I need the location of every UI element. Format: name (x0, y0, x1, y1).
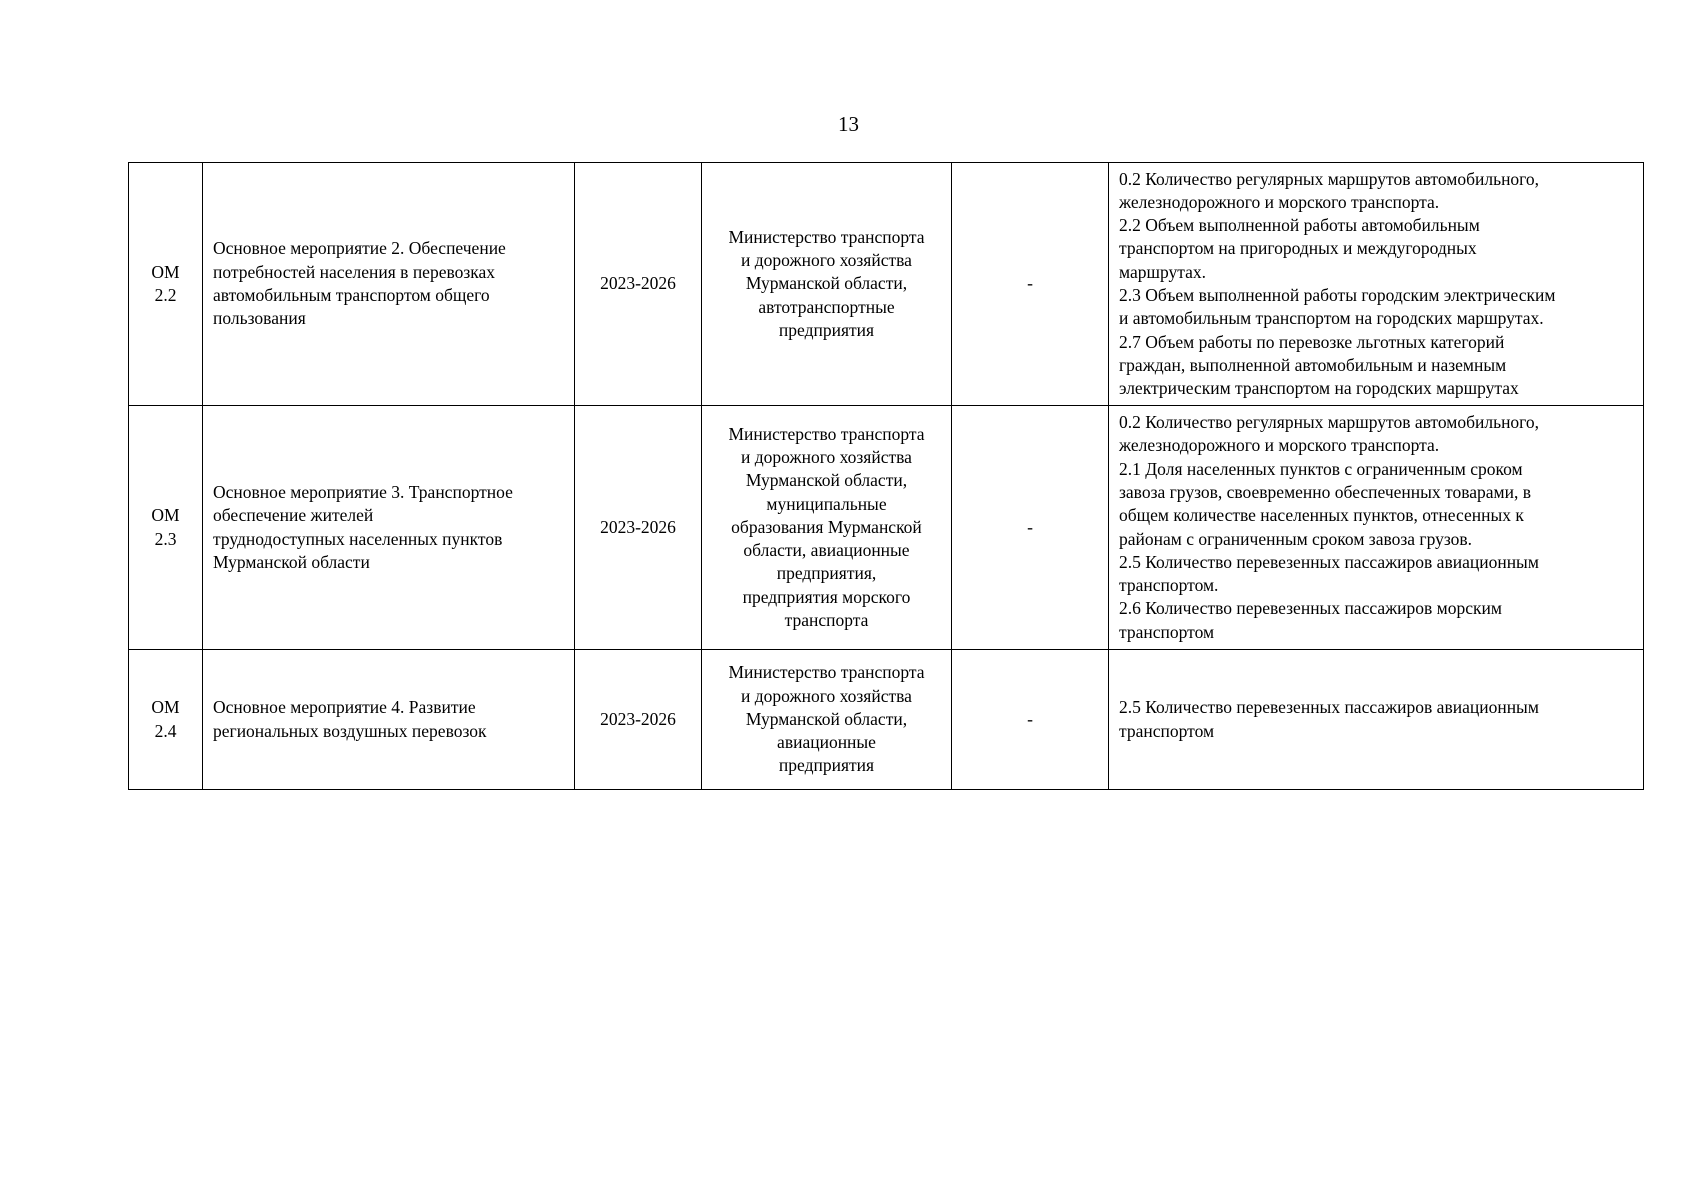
executor-line: предприятия, (776, 563, 877, 584)
measure-indicators-cell (1109, 650, 1644, 790)
indicator-line: 2.1 Доля населенных пунктов с ограниченным сроком (1119, 458, 1523, 479)
indicator-line: 0.2 Количество регулярных маршрутов автомобильного, (1119, 412, 1540, 433)
executor-line: транспорта (784, 610, 869, 631)
measure-dash-cell: - (952, 163, 1109, 406)
measure-title-line: Основное мероприятие 4. Развитие (213, 697, 476, 718)
indicator-line: железнодорожного и морского транспорта. (1119, 191, 1440, 212)
measures-table (128, 162, 1644, 790)
measure-title-line: пользования (213, 308, 306, 329)
executor-line: и дорожного хозяйства (741, 250, 912, 271)
measure-title-line: Мурманской области (213, 551, 370, 572)
indicator-line: 2.6 Количество перевезенных пассажиров морским (1119, 598, 1502, 619)
indicator-line: транспортом (1119, 621, 1215, 642)
executor-line: Министерство транспорта (728, 423, 925, 444)
executor-line: Министерство транспорта (728, 226, 925, 247)
table-row (129, 406, 1644, 650)
measure-code-number: 2.2 (154, 285, 177, 305)
measure-code-cell (129, 406, 203, 650)
executor-line: Мурманской области, (745, 708, 908, 729)
measure-title-line: потребностей населения в перевозках (213, 261, 496, 282)
measure-title-cell (203, 406, 575, 650)
measure-title-line: региональных воздушных перевозок (213, 720, 487, 741)
measure-indicators-cell (1109, 406, 1644, 650)
measure-title-line: труднодоступных населенных пунктов (213, 528, 503, 549)
measure-title-line: автомобильным транспортом общего (213, 285, 490, 305)
measure-period-cell: 2023-2026 (575, 650, 702, 790)
measure-executors-cell (702, 406, 952, 650)
indicator-line: 2.3 Объем выполненной работы городским электрическим (1119, 285, 1556, 305)
indicator-line: транспортом. (1119, 575, 1219, 596)
executor-line: Мурманской области, (745, 273, 908, 294)
table-row (129, 163, 1644, 406)
indicator-line: 2.2 Объем выполненной работы автомобильным (1119, 215, 1480, 236)
indicator-line: транспортом на пригородных и междугородных (1119, 238, 1477, 259)
indicator-line: 2.5 Количество перевезенных пассажиров авиационным (1119, 697, 1539, 718)
indicator-line: 0.2 Количество регулярных маршрутов автомобильного, (1119, 168, 1540, 189)
measure-code-cell (129, 163, 203, 406)
measure-executors-cell (702, 650, 952, 790)
measure-title-line: Основное мероприятие 3. Транспортное (213, 481, 513, 502)
executor-line: предприятия (778, 319, 875, 340)
measure-code-cell (129, 650, 203, 790)
indicator-line: общем количестве населенных пунктов, отнесенных к (1119, 505, 1524, 526)
executor-line: и дорожного хозяйства (741, 446, 912, 467)
measure-title-line: Основное мероприятие 2. Обеспечение (213, 238, 506, 259)
measure-period-cell: 2023-2026 (575, 163, 702, 406)
measure-code-number: 2.4 (154, 720, 177, 741)
indicator-line: районам с ограниченным сроком завоза грузов. (1119, 528, 1473, 549)
executor-line: автотранспортные (758, 296, 895, 317)
indicator-line: 2.5 Количество перевезенных пассажиров авиационным (1119, 551, 1539, 572)
measure-dash-cell: - (952, 406, 1109, 650)
measure-title-line: обеспечение жителей (213, 505, 374, 526)
executor-line: авиационные (777, 732, 876, 753)
measure-code-prefix: ОМ (151, 505, 180, 526)
table-row (129, 650, 1644, 790)
page-number: 13 (838, 112, 859, 136)
executor-line: области, авиационные (743, 540, 910, 561)
executor-line: и дорожного хозяйства (741, 685, 912, 706)
measure-executors-cell (702, 163, 952, 406)
executor-line: муниципальные (766, 493, 887, 514)
indicator-line: завоза грузов, своевременно обеспеченных товарами, в (1119, 481, 1531, 502)
measure-period-cell: 2023-2026 (575, 406, 702, 650)
indicator-line: 2.7 Объем работы по перевозке льготных категорий (1119, 331, 1505, 352)
indicator-line: и автомобильным транспортом на городских маршрутах. (1119, 308, 1544, 329)
executor-line: образования Мурманской (731, 516, 922, 537)
indicator-line: маршрутах. (1119, 261, 1206, 282)
measure-indicators-cell (1109, 163, 1644, 406)
measure-title-cell (203, 163, 575, 406)
executor-line: Министерство транспорта (728, 662, 925, 683)
indicator-line: железнодорожного и морского транспорта. (1119, 435, 1440, 456)
executor-line: Мурманской области, (745, 470, 908, 491)
measure-code-prefix: ОМ (151, 261, 180, 282)
measure-title-cell (203, 650, 575, 790)
indicator-line: граждан, выполненной автомобильным и наземным (1119, 354, 1507, 375)
measure-code-number: 2.3 (154, 528, 177, 549)
executor-line: предприятия морского (742, 586, 911, 607)
executor-line: предприятия (778, 755, 875, 776)
indicator-line: транспортом (1119, 720, 1215, 741)
measure-dash-cell: - (952, 650, 1109, 790)
indicator-line: электрическим транспортом на городских маршрутах (1119, 378, 1519, 399)
measure-code-prefix: ОМ (151, 697, 180, 718)
